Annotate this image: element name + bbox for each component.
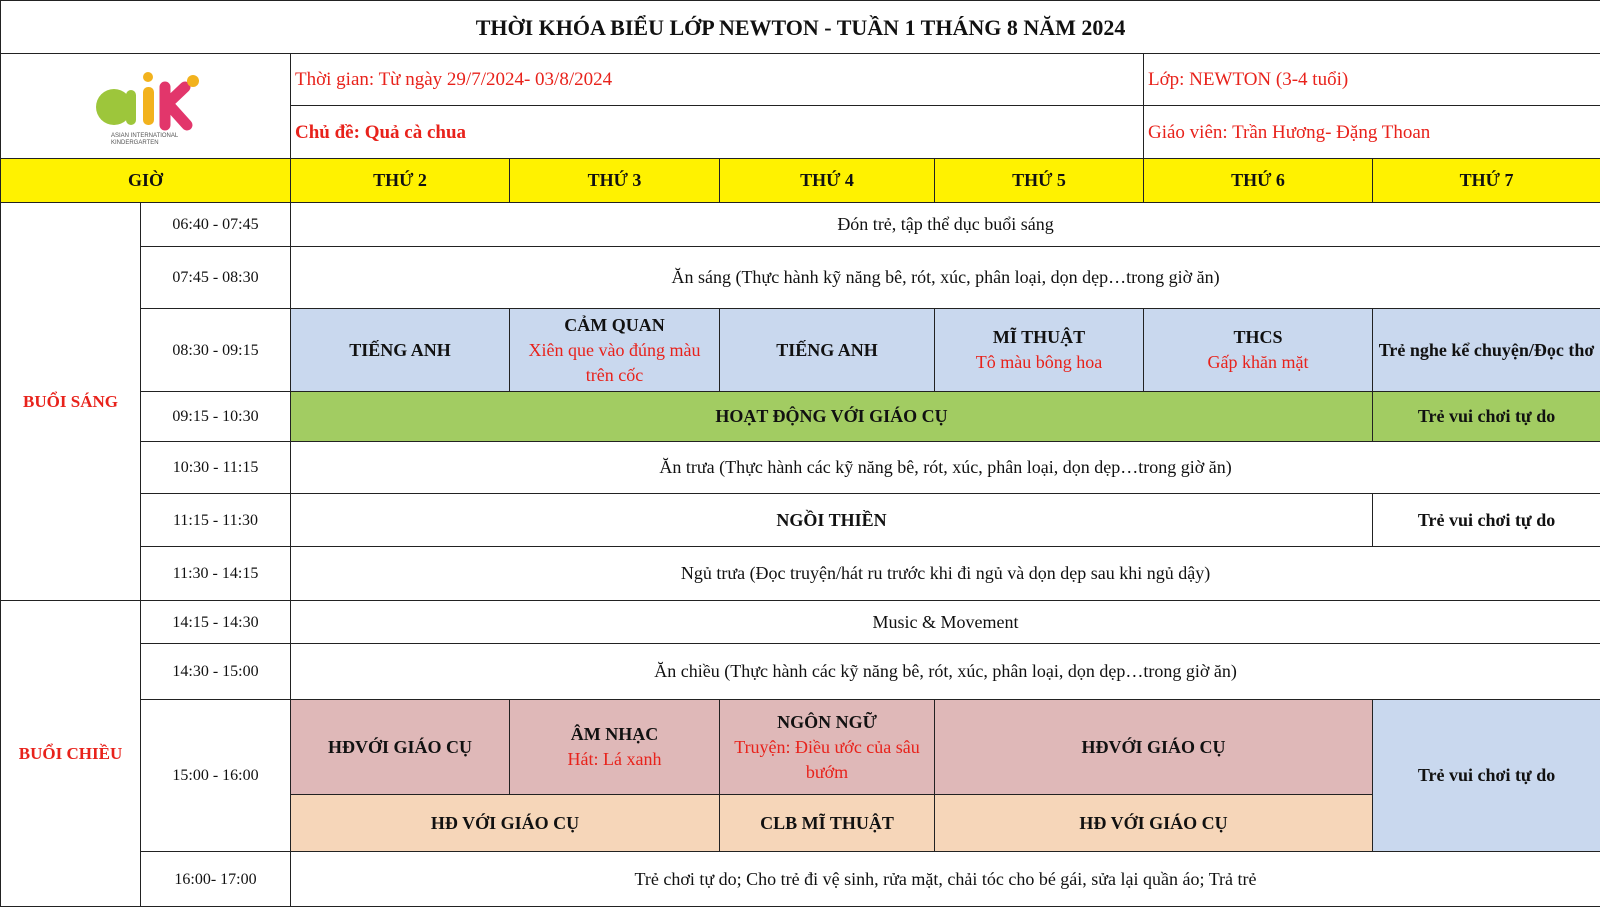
table-row xyxy=(1,203,1600,247)
subject-title: NGÔN NGỮ xyxy=(777,711,877,732)
session-morning: BUỔI SÁNG xyxy=(1,203,141,601)
table-row xyxy=(1,852,1600,907)
time-slot: 11:15 - 11:30 xyxy=(141,494,291,547)
table-row xyxy=(1,392,1600,442)
table-row xyxy=(1,601,1600,644)
table-row xyxy=(1,700,1600,795)
table-row xyxy=(1,309,1600,392)
subject-sat: Trẻ nghe kể chuyện/Đọc thơ xyxy=(1373,309,1600,392)
subject-thu-fri: HĐ VỚI GIÁO CỤ xyxy=(935,795,1373,852)
subject-detail: Xiên que vào đúng màu trên cốc xyxy=(528,339,701,385)
subject-thu xyxy=(935,309,1144,392)
header-row xyxy=(1,159,1600,203)
subject-detail: Tô màu bông hoa xyxy=(975,352,1103,372)
table-row xyxy=(1,547,1600,601)
subject-wed: TIẾNG ANH xyxy=(720,309,935,392)
time-range: Thời gian: Từ ngày 29/7/2024- 03/8/2024 xyxy=(291,54,1144,106)
subject-tue xyxy=(510,700,720,795)
subject-title: THCS xyxy=(1233,327,1283,347)
subject-sat: Trẻ vui chơi tự do xyxy=(1373,392,1600,442)
logo-subtext-2: KINDERGARTEN xyxy=(110,140,159,146)
theme-label: Chủ đề: xyxy=(295,121,360,143)
time-slot: 16:00- 17:00 xyxy=(141,852,291,907)
subject-wed-club: CLB MĨ THUẬT xyxy=(720,795,935,852)
subject-mon-tue: HĐ VỚI GIÁO CỤ xyxy=(291,795,720,852)
subject-fri xyxy=(1144,309,1373,392)
time-slot: 08:30 - 09:15 xyxy=(141,309,291,392)
header-day-wed: THỨ 4 xyxy=(720,159,935,203)
activity-cell: Trẻ chơi tự do; Cho trẻ đi vệ sinh, rửa mặt, chải tóc cho bé gái, sửa lại quần áo; Trả trẻ xyxy=(291,852,1600,907)
subject-tue xyxy=(510,309,720,392)
subject-sat: Trẻ vui chơi tự do xyxy=(1373,700,1600,852)
activity-cell: Ăn chiều (Thực hành các kỹ năng bê, rót, xúc, phân loại, dọn dẹp…trong giờ ăn) xyxy=(291,644,1600,700)
class-name: Lớp: NEWTON (3-4 tuổi) xyxy=(1144,54,1600,106)
subject-wed xyxy=(720,700,935,795)
subject-detail: Truyện: Điều ước của sâu bướm xyxy=(734,736,920,782)
subject-thu-fri: HĐVỚI GIÁO CỤ xyxy=(935,700,1373,795)
theme xyxy=(291,106,1144,159)
header-day-sat: THỨ 7 xyxy=(1373,159,1600,203)
subject-title: CẢM QUAN xyxy=(564,314,665,335)
time-slot: 07:45 - 08:30 xyxy=(141,247,291,309)
header-day-fri: THỨ 6 xyxy=(1144,159,1373,203)
table-row xyxy=(1,494,1600,547)
page-title: THỜI KHÓA BIỂU LỚP NEWTON - TUẦN 1 THÁNG 8 NĂM 2024 xyxy=(1,1,1600,54)
header-day-mon: THỨ 2 xyxy=(291,159,510,203)
logo xyxy=(1,54,291,159)
subject-title: MĨ THUẬT xyxy=(992,327,1086,347)
logo-icon xyxy=(81,65,211,147)
time-slot: 10:30 - 11:15 xyxy=(141,442,291,494)
activity-cell: NGỒI THIỀN xyxy=(291,494,1373,547)
activity-cell: Music & Movement xyxy=(291,601,1600,644)
subject-title: ÂM NHẠC xyxy=(570,724,659,744)
activity-cell: HOẠT ĐỘNG VỚI GIÁO CỤ xyxy=(291,392,1373,442)
header-day-thu: THỨ 5 xyxy=(935,159,1144,203)
subject-mon: HĐVỚI GIÁO CỤ xyxy=(291,700,510,795)
activity-cell: Ăn sáng (Thực hành kỹ năng bê, rót, xúc, phân loại, dọn dẹp…trong giờ ăn) xyxy=(291,247,1600,309)
header-gio: GIỜ xyxy=(1,159,291,203)
time-slot: 15:00 - 16:00 xyxy=(141,700,291,852)
session-afternoon: BUỔI CHIỀU xyxy=(1,601,141,907)
table-row xyxy=(1,644,1600,700)
time-slot: 14:30 - 15:00 xyxy=(141,644,291,700)
table-row xyxy=(1,442,1600,494)
subject-sat: Trẻ vui chơi tự do xyxy=(1373,494,1600,547)
subject-detail: Gấp khăn mặt xyxy=(1207,352,1309,372)
theme-value: Quả cà chua xyxy=(359,121,467,143)
logo-subtext-1: ASIAN INTERNATIONAL xyxy=(110,133,178,139)
time-slot: 06:40 - 07:45 xyxy=(141,203,291,247)
subject-mon: TIẾNG ANH xyxy=(291,309,510,392)
activity-cell: Ngủ trưa (Đọc truyện/hát ru trước khi đi ngủ và dọn dẹp sau khi ngủ dậy) xyxy=(291,547,1600,601)
time-slot: 09:15 - 10:30 xyxy=(141,392,291,442)
teacher: Giáo viên: Trần Hương- Đặng Thoan xyxy=(1144,106,1600,159)
time-slot: 14:15 - 14:30 xyxy=(141,601,291,644)
activity-cell: Ăn trưa (Thực hành các kỹ năng bê, rót, xúc, phân loại, dọn dẹp…trong giờ ăn) xyxy=(291,442,1600,494)
activity-cell: Đón trẻ, tập thể dục buổi sáng xyxy=(291,203,1600,247)
table-row xyxy=(1,247,1600,309)
time-slot: 11:30 - 14:15 xyxy=(141,547,291,601)
header-day-tue: THỨ 3 xyxy=(510,159,720,203)
subject-detail: Hát: Lá xanh xyxy=(567,749,662,769)
